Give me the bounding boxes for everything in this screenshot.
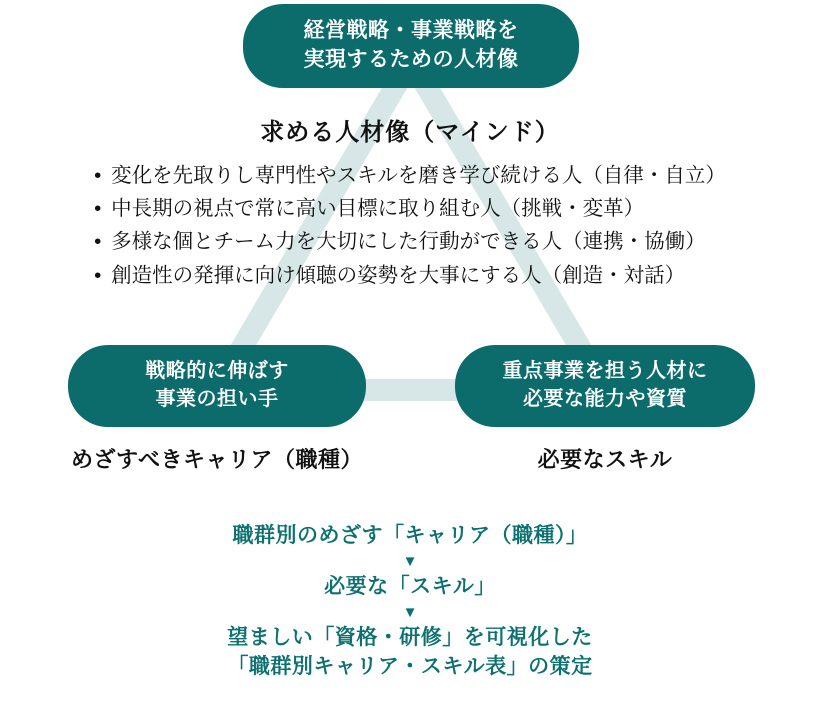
node-left-career [68, 345, 366, 427]
node-left-line-1: 戦略的に伸ばす [145, 360, 289, 383]
flow-step-3-line-2: 「職群別キャリア・スキル表」の策定 [227, 654, 593, 678]
flow-sequence [0, 522, 820, 682]
list-item-label: 変化を先取りし専門性やスキルを磨き学び続ける人（自律・自立） [111, 164, 726, 187]
bullet-icon: • [94, 230, 102, 254]
caption-right-skill: 必要なスキル [537, 447, 673, 472]
node-top-talent-vision [243, 4, 579, 88]
list-item-label: 多様な個とチーム力を大切にした行動ができる人（連携・協働） [111, 230, 706, 254]
mind-title: 求める人材像（マインド） [260, 119, 560, 146]
flow-step-2-line-1: 必要な「スキル」 [324, 574, 496, 598]
bullet-icon: • [94, 197, 102, 221]
flow-step-1 [0, 522, 820, 551]
node-right-line-1: 重点事業を担う人材に [502, 360, 708, 383]
flow-step-1-line-1: 職群別のめざす「キャリア（職種）」 [232, 524, 588, 547]
flow-step-2 [0, 573, 820, 602]
list-item-label: 中長期の視点で常に高い目標に取り組む人（挑戦・変革） [111, 197, 645, 221]
flow-step-3 [0, 624, 820, 682]
list-item [94, 259, 726, 292]
bullet-icon: • [94, 164, 102, 187]
node-left-line-2: 事業の担い手 [155, 388, 279, 410]
node-right-line-2: 必要な能力や資質 [523, 388, 687, 410]
node-top-line-1: 経営戦略・事業戦略を [303, 19, 519, 43]
list-item-label: 創造性の発揮に向け傾聴の姿勢を大事にする人（創造・対話） [111, 263, 686, 287]
list-item [94, 225, 726, 258]
mind-list [94, 159, 726, 292]
flow-arrow-icon: ▼ [402, 552, 418, 570]
flow-arrow-icon: ▼ [402, 603, 418, 621]
node-top-line-2: 実現するための人材像 [303, 48, 519, 71]
caption-left-career: めざすべきキャリア（職種） [70, 447, 364, 472]
node-right-skill [455, 345, 755, 427]
list-item [94, 192, 726, 225]
list-item [94, 159, 726, 192]
flow-step-3-line-1: 望ましい「資格・研修」を可視化した [227, 625, 593, 649]
bullet-icon: • [94, 263, 102, 287]
mind-block [0, 112, 820, 292]
